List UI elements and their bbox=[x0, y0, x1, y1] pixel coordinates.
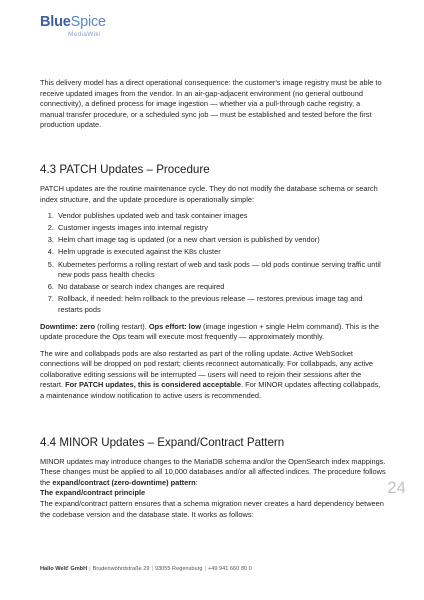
page-content bbox=[40, 78, 386, 520]
footer-city: 93055 Regensburg bbox=[154, 566, 203, 572]
list-item: 3. Helm chart image tag is updated (or a new chart version is published by vendor) bbox=[56, 235, 386, 246]
downtime-paragraph bbox=[40, 322, 386, 343]
list-item: 7. Rollback, if needed: helm rollback to the previous release — restores previous image tag and restarts pods bbox=[56, 294, 386, 315]
section-heading-minor: 4.4 MINOR Updates – Expand/Contract Pattern bbox=[40, 435, 285, 449]
list-item: 2. Customer ingests images into internal registry bbox=[56, 223, 386, 234]
subheading-principle: The expand/contract principle bbox=[40, 488, 146, 498]
patch-intro: PATCH updates are the routine maintenance cycle. They do not modify the database schema or search index structure, and the update procedure is operationally simple: bbox=[40, 183, 378, 204]
bluespice-logo bbox=[40, 14, 110, 42]
downtime-text: (rolling restart). bbox=[95, 321, 149, 331]
list-item: 6. No database or search index changes are required bbox=[56, 282, 386, 293]
page-footer: Hallo Welt! GmbH | Brudenwöhrdstraße 29 | 93055 Regensburg | +49 941 660 80 0 bbox=[40, 566, 252, 572]
wire-paragraph bbox=[40, 349, 386, 402]
downtime-label: Downtime: zero bbox=[40, 321, 96, 331]
patch-steps-list bbox=[40, 211, 386, 315]
list-item: 1. Vendor publishes updated web and task container images bbox=[56, 211, 386, 222]
minor-intro bbox=[40, 457, 386, 489]
logo-subtitle: MediaWiki bbox=[68, 31, 101, 38]
wire-tail: . For MINOR updates affecting collabpads, a maintenance window notification to active users is recommended. bbox=[40, 380, 381, 401]
list-item: 5. Kubernetes performs a rolling restart of web and task pods — old pods continue serving traffic until new pods pass health checks bbox=[56, 260, 386, 281]
logo-brand-part1: Blue bbox=[40, 14, 71, 30]
wire-text: The wire and collabpads pods are also restarted as part of the rolling update. Active WebSocket connections will be dropped on pod restart; clients reconnect automatically. For collabpads, any active collaborative editing sessions will be interrupted — users will need to rejoin their sessions after the restart. bbox=[40, 348, 374, 390]
minor-intro-bold: expand/contract (zero-downtime) pattern bbox=[52, 477, 196, 487]
principle-paragraph: The expand/contract pattern ensures that a schema migration never creates a hard dependency between the codebase version and the database state. It works as follows: bbox=[40, 499, 384, 519]
section-heading-patch: 4.3 PATCH Updates – Procedure bbox=[40, 162, 210, 176]
page-number: 24 bbox=[387, 478, 406, 497]
effort-text: (image ingestion + single Helm command). This is the update procedure the Ops team will execute most frequently — approximately monthly. bbox=[40, 321, 379, 342]
effort-label: Ops effort: low bbox=[148, 321, 201, 331]
footer-company: Hallo Welt! GmbH bbox=[40, 566, 88, 572]
logo-wordmark bbox=[40, 14, 106, 30]
intro-paragraph: This delivery model has a direct operational consequence: the customer's image registry must be able to receive updated images from the vendor. In an air-gap-adjacent environment (no general outbound connectivity), a defined process for image ingestion — whether via a pull-through cache registry, a manual transfer procedure, or a scheduled sync job — must be established and tested before the first production update. bbox=[40, 78, 382, 130]
footer-address: Brudenwöhrdstraße 29 bbox=[92, 566, 150, 572]
minor-intro-text: MINOR updates may introduce changes to the MariaDB schema and/or the OpenSearch index mappings. These changes must be applied to all 10,000 databases and/or all affected indices. The procedure follows the bbox=[40, 456, 386, 487]
footer-phone: +49 941 660 80 0 bbox=[208, 566, 252, 572]
list-item: 4. Helm upgrade is executed against the K8s cluster bbox=[56, 247, 386, 258]
minor-intro-tail: : bbox=[195, 477, 198, 487]
logo-brand-part2: Spice bbox=[70, 14, 106, 30]
wire-bold: For PATCH updates, this is considered acceptable bbox=[65, 380, 241, 390]
